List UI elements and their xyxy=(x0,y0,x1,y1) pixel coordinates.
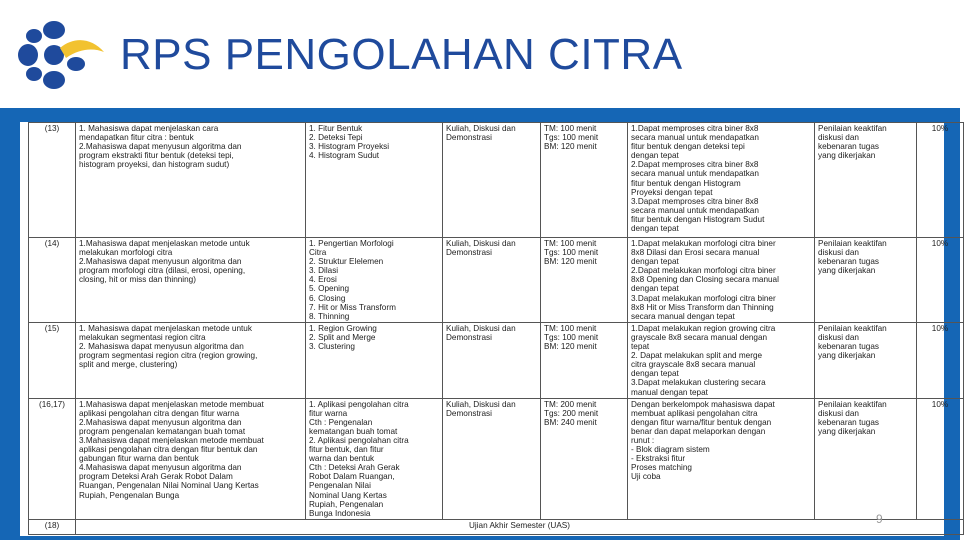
cell-line: Kuliah, Diskusi dan xyxy=(446,239,516,248)
cell-line: Penilaian keaktifan xyxy=(818,399,887,409)
cell-line: 2. Deteksi Tepi xyxy=(309,133,363,143)
cell-line: 2. Split and Merge xyxy=(309,332,376,342)
cell-line: 1. Region Growing xyxy=(309,323,377,333)
cell-line: Bunga Indonesia xyxy=(309,508,371,518)
objectives-cell xyxy=(76,238,306,323)
cell-line: 1. Fitur Bentuk xyxy=(309,124,363,133)
cell-line: dengan tepat xyxy=(631,224,679,234)
cell-line: 3.Dapat memproses citra biner 8x8 xyxy=(631,196,759,206)
cell-line: mendapatkan fitur citra : bentuk xyxy=(79,133,194,143)
materials-cell xyxy=(306,123,443,238)
cell-line: 2.Dapat melakukan morfologi citra biner xyxy=(631,266,776,276)
cell-line: 8x8 Opening dan Closing secara manual xyxy=(631,275,779,285)
cell-line: 3. Histogram Proyeksi xyxy=(309,142,390,152)
cell-line: 8. Thinning xyxy=(309,311,350,321)
cell-line: fitur warna xyxy=(309,408,348,418)
cell-line: program morfologi citra (dilasi, erosi, opening, xyxy=(79,266,246,276)
cell-line: closing, hit or miss dan thinning) xyxy=(79,275,196,285)
cell-line: fitur bentuk, dan fitur xyxy=(309,445,384,455)
cell-line: kematangan buah tomat xyxy=(309,426,398,436)
cell-line: BM: 240 menit xyxy=(544,417,597,427)
cell-line: Tgs: 200 menit xyxy=(544,408,599,418)
materials-cell xyxy=(306,322,443,398)
cell-line: grayscale 8x8 secara manual dengan xyxy=(631,332,768,342)
cell-line: yang dikerjakan xyxy=(818,351,876,361)
objectives-cell xyxy=(76,322,306,398)
cell-line: 8x8 Dilasi dan Erosi secara manual xyxy=(631,248,760,258)
cell-line: 2. Mahasiswa dapat menyusun algoritma dan xyxy=(79,342,244,352)
slide-title: RPS PENGOLAHAN CITRA xyxy=(120,30,683,79)
cell-line: Tgs: 100 menit xyxy=(544,133,599,143)
indicators-cell xyxy=(628,238,815,323)
cell-line: Uji coba xyxy=(631,472,661,482)
cell-line: program ekstrakti fitur bentuk (deteksi tepi, xyxy=(79,151,234,161)
cell-line: diskusi dan xyxy=(818,248,859,258)
cell-line: 2.Dapat memproses citra biner 8x8 xyxy=(631,160,759,170)
cell-line: Kuliah, Diskusi dan xyxy=(446,323,516,333)
cell-line: Kuliah, Diskusi dan xyxy=(446,124,516,133)
method-cell xyxy=(443,238,541,323)
cell-line: TM: 200 menit xyxy=(544,399,597,409)
cell-line: Tgs: 100 menit xyxy=(544,332,599,342)
objectives-cell xyxy=(76,123,306,238)
cell-line: 1.Dapat memproses citra biner 8x8 xyxy=(631,124,759,133)
cell-line: 3. Dilasi xyxy=(309,266,339,276)
cell-line: 2. Struktur Elelemen xyxy=(309,257,384,267)
assessment-cell xyxy=(815,322,917,398)
indicators-cell xyxy=(628,398,815,519)
cell-line: Rupiah, Pengenalan xyxy=(309,499,384,509)
cell-line: 6. Closing xyxy=(309,293,346,303)
week-cell: (13) xyxy=(29,123,76,238)
week-cell: (16,17) xyxy=(29,398,76,519)
weight-cell: 10% xyxy=(917,123,964,238)
cell-line: dengan tepat xyxy=(631,257,679,267)
cell-line: kebenaran tugas xyxy=(818,342,879,352)
cell-line: 1. Mahasiswa dapat menjelaskan metode untuk xyxy=(79,323,252,333)
cell-line: benar dan dapat melaporkan dengan xyxy=(631,426,766,436)
cell-line: 1. Mahasiswa dapat menjelaskan cara xyxy=(79,124,219,133)
table-row-uas xyxy=(29,519,964,534)
table-row xyxy=(29,322,964,398)
cell-line: 3.Mahasiswa dapat menjelaskan metode membuat xyxy=(79,435,264,445)
cell-line: 1.Dapat melakukan morfologi citra biner xyxy=(631,239,776,248)
cell-line: 1. Aplikasi pengolahan citra xyxy=(309,399,409,409)
cell-line: 8x8 Hit or Miss Transform dan Thinning xyxy=(631,302,774,312)
week-cell: (18) xyxy=(29,519,76,534)
page-number: 9 xyxy=(876,512,883,526)
left-border-strip xyxy=(0,108,20,540)
cell-line: fitur bentuk dengan Histogram Sudut xyxy=(631,214,765,224)
cell-line: diskusi dan xyxy=(818,133,859,143)
cell-line: 4. Erosi xyxy=(309,275,337,285)
cell-line: 2.Mahasiswa dapat menyusun algoritma dan xyxy=(79,417,242,427)
cell-line: melakukan morfologi citra xyxy=(79,248,173,258)
cell-line: aplikasi pengolahan citra dengan fitur bentuk dan xyxy=(79,445,258,455)
cell-line: manual dengan tepat xyxy=(631,387,708,397)
rps-table-document xyxy=(28,122,949,536)
cell-line: kebenaran tugas xyxy=(818,417,879,427)
cell-line: secara manual untuk mendapatkan xyxy=(631,205,759,215)
cell-line: TM: 100 menit xyxy=(544,323,597,333)
cell-line: 1. Pengertian Morfologi xyxy=(309,239,394,248)
objectives-cell xyxy=(76,398,306,519)
cell-line: yang dikerjakan xyxy=(818,426,876,436)
cell-line: gabungan fitur warna dan bentuk xyxy=(79,454,199,464)
cell-line: 2.Mahasiswa dapat menyusun algoritma dan xyxy=(79,142,242,152)
cell-line: Demonstrasi xyxy=(446,248,492,258)
university-logo-icon xyxy=(14,18,106,92)
cell-line: Robot Dalam Ruangan, xyxy=(309,472,395,482)
cell-line: Proses matching xyxy=(631,463,692,473)
cell-line: - Blok diagram sistem xyxy=(631,445,710,455)
bottom-border-strip xyxy=(0,536,960,540)
cell-line: 2.Mahasiswa dapat menyusun algoritma dan xyxy=(79,257,242,267)
cell-line: kebenaran tugas xyxy=(818,142,879,152)
cell-line: - Ekstraksi fitur xyxy=(631,454,686,464)
weight-cell: 10% xyxy=(917,322,964,398)
cell-line: BM: 120 menit xyxy=(544,342,597,352)
cell-line: 3. Clustering xyxy=(309,342,355,352)
header-bar xyxy=(0,108,960,122)
assessment-cell xyxy=(815,398,917,519)
rps-table xyxy=(28,122,964,535)
time-cell xyxy=(541,398,628,519)
method-cell xyxy=(443,123,541,238)
indicators-cell xyxy=(628,123,815,238)
time-cell xyxy=(541,238,628,323)
cell-line: yang dikerjakan xyxy=(818,266,876,276)
cell-line: 4.Mahasiswa dapat menyusun algoritma dan xyxy=(79,463,242,473)
method-cell xyxy=(443,398,541,519)
cell-line: Citra xyxy=(309,248,327,258)
cell-line: 2. Dapat melakukan split and merge xyxy=(631,351,763,361)
cell-line: Penilaian keaktifan xyxy=(818,239,887,248)
week-cell: (14) xyxy=(29,238,76,323)
cell-line: membuat aplikasi pengolahan citra xyxy=(631,408,758,418)
cell-line: 4. Histogram Sudut xyxy=(309,151,380,161)
cell-line: Demonstrasi xyxy=(446,408,492,418)
slide-header xyxy=(0,0,960,108)
cell-line: Proyeksi dengan tepat xyxy=(631,187,713,197)
cell-line: 1.Dapat melakukan region growing citra xyxy=(631,323,776,333)
assessment-cell xyxy=(815,123,917,238)
cell-line: Cth : Pengenalan xyxy=(309,417,373,427)
indicators-cell xyxy=(628,322,815,398)
cell-line: 5. Opening xyxy=(309,284,350,294)
cell-line: Demonstrasi xyxy=(446,133,492,143)
cell-line: yang dikerjakan xyxy=(818,151,876,161)
cell-line: program pengenalan kematangan buah tomat xyxy=(79,426,246,436)
cell-line: Ruangan, Pengenalan Nilai Nominal Uang Kertas xyxy=(79,481,259,491)
cell-line: citra grayscale 8x8 secara manual xyxy=(631,360,756,370)
cell-line: 3.Dapat melakukan clustering secara xyxy=(631,378,766,388)
cell-line: Demonstrasi xyxy=(446,332,492,342)
uas-cell: Ujian Akhir Semester (UAS) xyxy=(76,519,964,534)
cell-line: runut : xyxy=(631,435,655,445)
table-row xyxy=(29,123,964,238)
cell-line: secara manual dengan tepat xyxy=(631,311,735,321)
cell-line: dengan fitur warna/fitur bentuk dengan xyxy=(631,417,772,427)
cell-line: split and merge, clustering) xyxy=(79,360,178,370)
cell-line: Pengenalan Nilai xyxy=(309,481,371,491)
cell-line: 7. Hit or Miss Transform xyxy=(309,302,396,312)
cell-line: Penilaian keaktifan xyxy=(818,323,887,333)
cell-line: kebenaran tugas xyxy=(818,257,879,267)
cell-line: Nominal Uang Kertas xyxy=(309,490,387,500)
materials-cell xyxy=(306,398,443,519)
cell-line: program segmentasi region citra (region growing, xyxy=(79,351,258,361)
cell-line: dengan tepat xyxy=(631,284,679,294)
cell-line: tepat xyxy=(631,342,650,352)
method-cell xyxy=(443,322,541,398)
cell-line: dengan tepat xyxy=(631,151,679,161)
cell-line: secara manual untuk mendapatkan xyxy=(631,133,759,143)
cell-line: TM: 100 menit xyxy=(544,239,597,248)
time-cell xyxy=(541,123,628,238)
cell-line: diskusi dan xyxy=(818,332,859,342)
week-cell: (15) xyxy=(29,322,76,398)
cell-line: 1.Mahasiswa dapat menjelaskan metode untuk xyxy=(79,239,250,248)
cell-line: diskusi dan xyxy=(818,408,859,418)
table-row xyxy=(29,238,964,323)
cell-line: melakukan segmentasi region citra xyxy=(79,332,206,342)
cell-line: 2. Aplikasi pengolahan citra xyxy=(309,435,409,445)
cell-line: Dengan berkelompok mahasiswa dapat xyxy=(631,399,775,409)
cell-line: aplikasi pengolahan citra dengan fitur warna xyxy=(79,408,240,418)
cell-line: warna dan bentuk xyxy=(309,454,375,464)
cell-line: histogram proyeksi, dan histogram sudut) xyxy=(79,160,230,170)
cell-line: secara manual untuk mendapatkan xyxy=(631,169,759,179)
table-row xyxy=(29,398,964,519)
assessment-cell xyxy=(815,238,917,323)
cell-line: Penilaian keaktifan xyxy=(818,124,887,133)
cell-line: program Deteksi Arah Gerak Robot Dalam xyxy=(79,472,233,482)
cell-line: BM: 120 menit xyxy=(544,257,597,267)
cell-line: dengan tepat xyxy=(631,369,679,379)
weight-cell: 10% xyxy=(917,238,964,323)
cell-line: Cth : Deteksi Arah Gerak xyxy=(309,463,400,473)
cell-line: fitur bentuk dengan Histogram xyxy=(631,178,741,188)
time-cell xyxy=(541,322,628,398)
cell-line: fitur bentuk dengan deteksi tepi xyxy=(631,142,745,152)
weight-cell: 10% xyxy=(917,398,964,519)
cell-line: 3.Dapat melakukan morfologi citra biner xyxy=(631,293,776,303)
cell-line: TM: 100 menit xyxy=(544,124,597,133)
materials-cell xyxy=(306,238,443,323)
cell-line: Tgs: 100 menit xyxy=(544,248,599,258)
cell-line: 1.Mahasiswa dapat menjelaskan metode membuat xyxy=(79,399,264,409)
cell-line: BM: 120 menit xyxy=(544,142,597,152)
cell-line: Kuliah, Diskusi dan xyxy=(446,399,516,409)
cell-line: Rupiah, Pengenalan Bunga xyxy=(79,490,180,500)
